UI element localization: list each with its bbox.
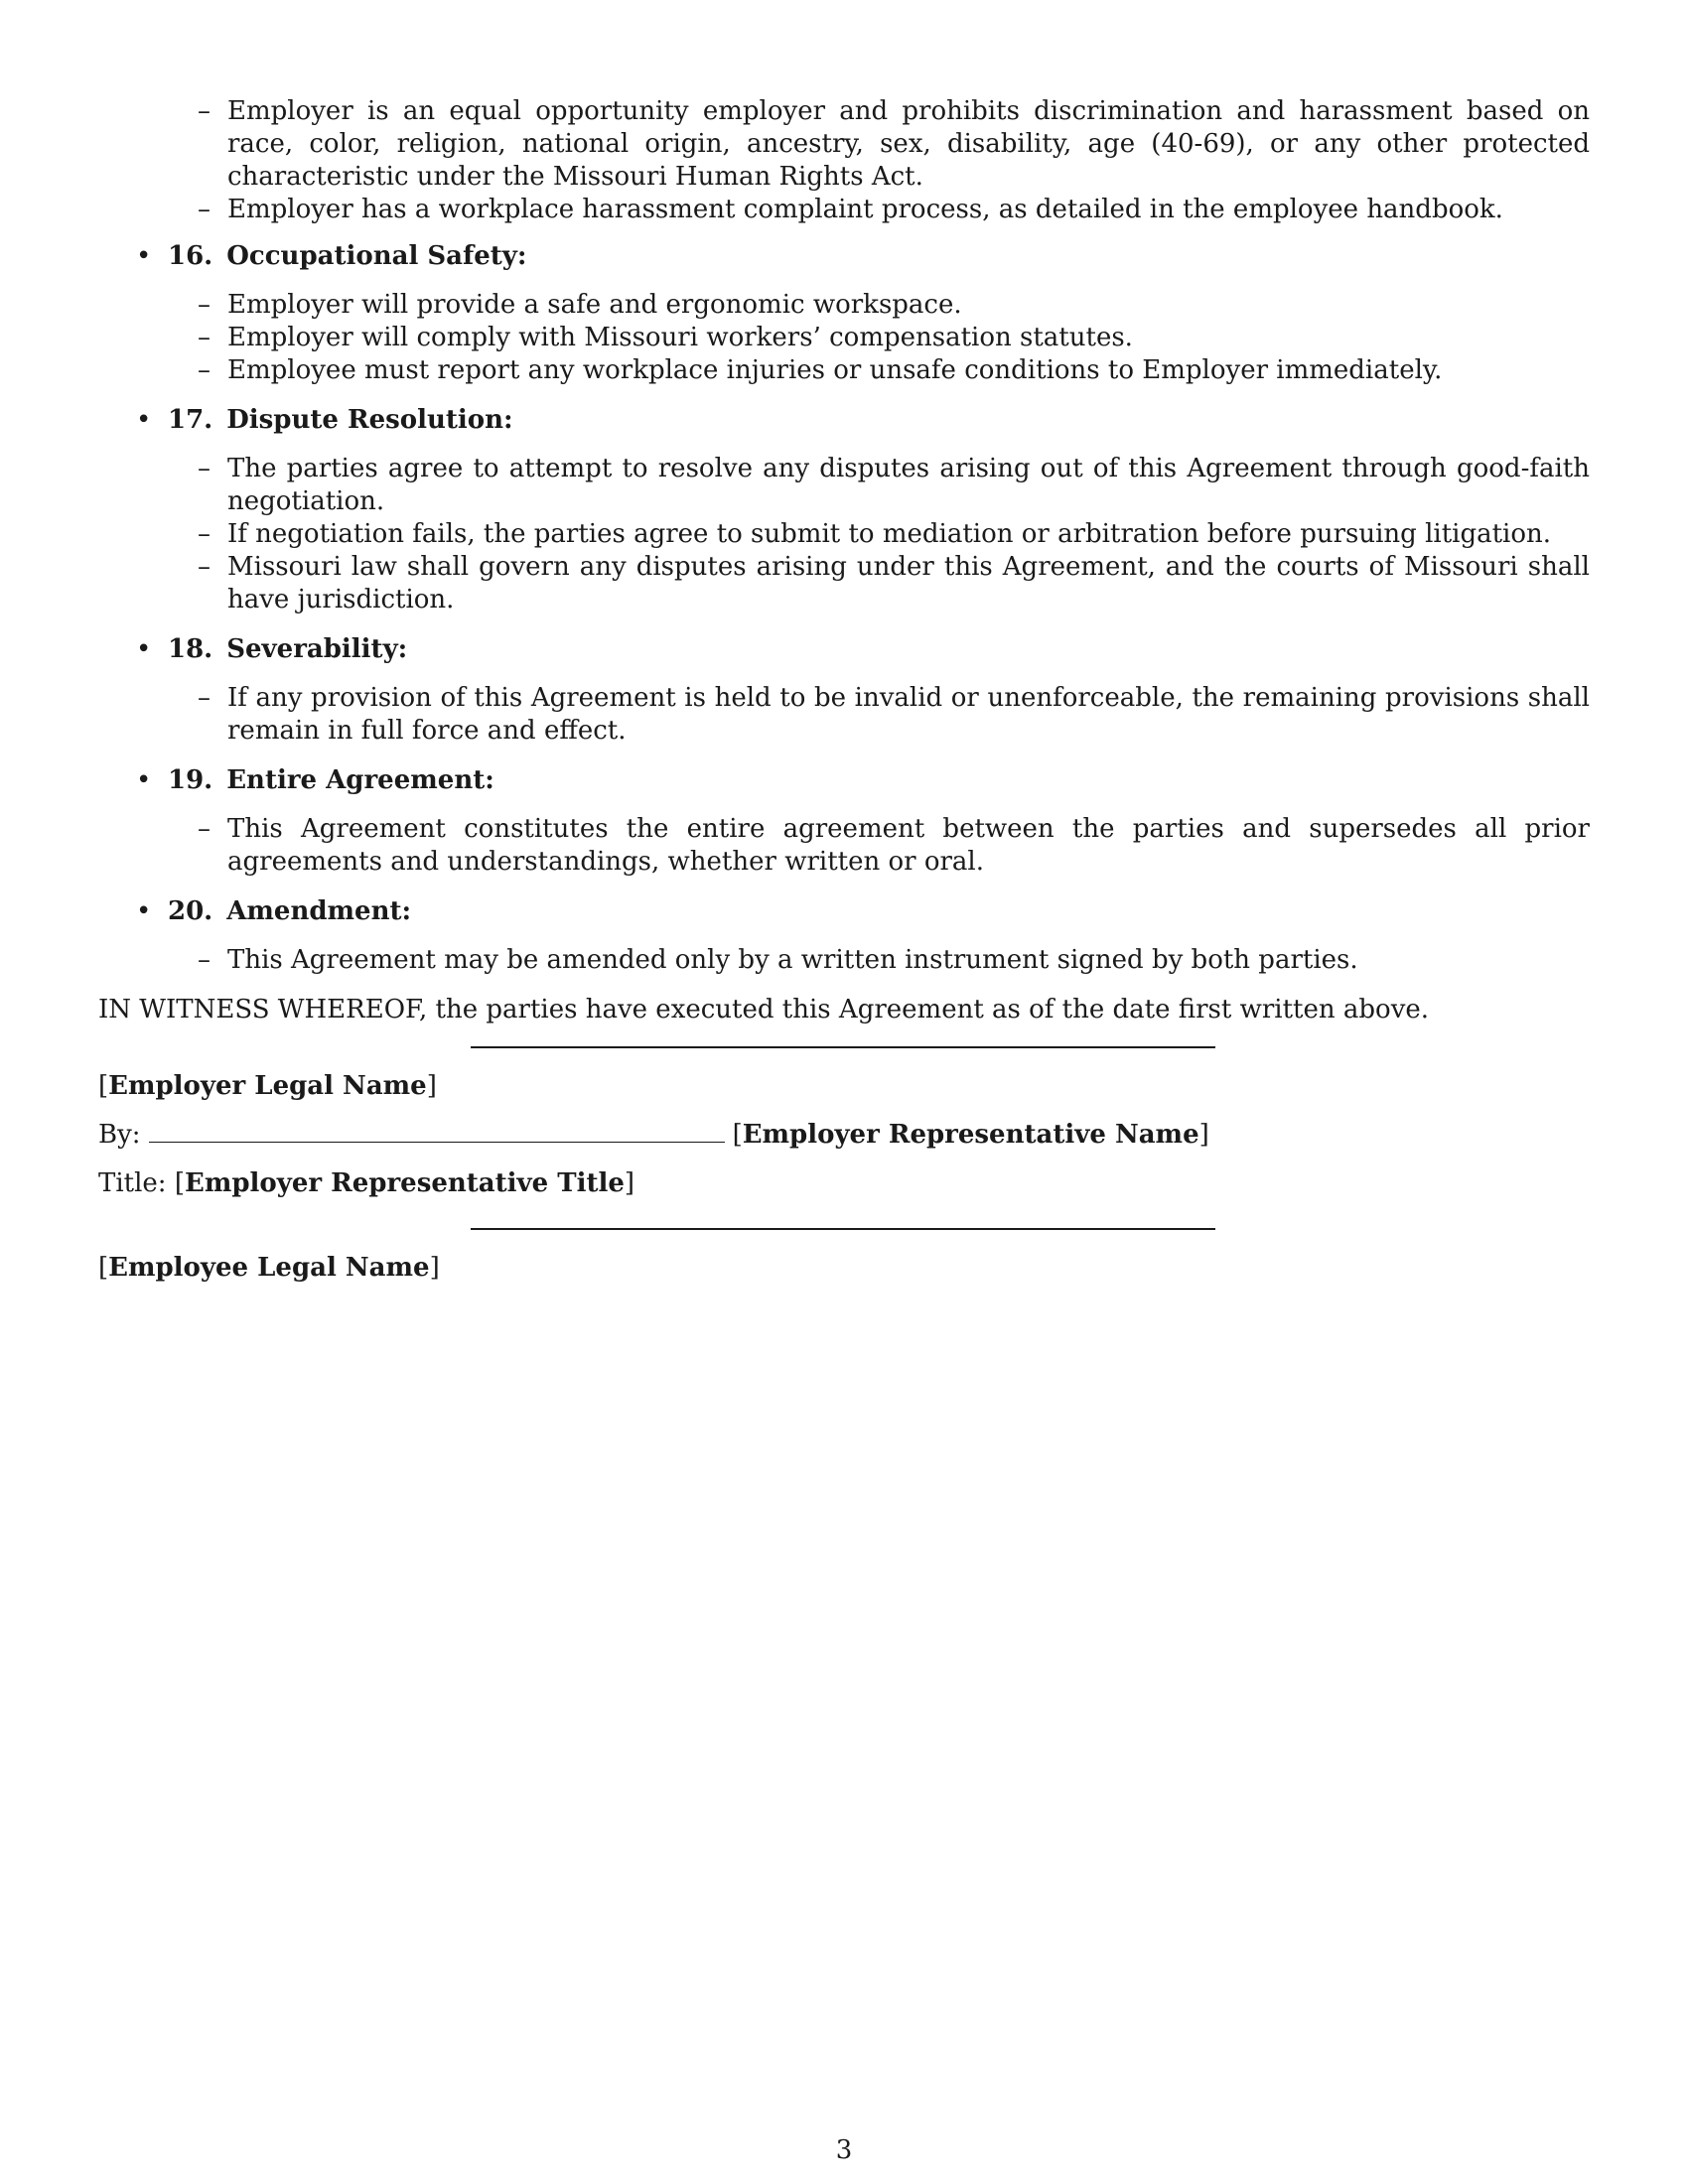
section-title: Severability:: [226, 634, 408, 664]
list-item: – This Agreement may be amended only by a written instrument signed by both parties.: [98, 944, 1590, 977]
employee-legal-name: [Employee Legal Name]: [98, 1253, 440, 1283]
section-amendment: [98, 895, 1590, 977]
section-items: [98, 682, 1590, 748]
employee-legal-name-text: Employee Legal Name: [108, 1253, 430, 1283]
list-item: – The parties agree to attempt to resolve any disputes arising out of this Agreement through good-faith negotiation.: [98, 453, 1590, 518]
section-heading: [98, 404, 1590, 437]
by-label: By:: [98, 1120, 141, 1150]
section-number: 18.: [168, 634, 213, 664]
list-item: – Employer is an equal opportunity employer and prohibits discrimination and harassment based on race, color, religion, national origin, ancestry, sex, disability, age (40-69), or any other protected characteristic under the Missouri Human Rights Act.: [98, 95, 1590, 194]
section-title: Occupational Safety:: [226, 241, 527, 271]
section-number: 19.: [168, 765, 213, 795]
section-items: [98, 289, 1590, 387]
title-label: Title:: [98, 1168, 167, 1198]
section-dispute-resolution: [98, 404, 1590, 616]
section-occupational-safety: [98, 240, 1590, 387]
list-item: – Employer will provide a safe and ergonomic workspace.: [98, 289, 1590, 322]
sections-list: [98, 240, 1590, 977]
section-number: 20.: [168, 896, 213, 926]
employer-by-line: By: [Employer Representative Name]: [98, 1120, 1209, 1150]
employer-title-line: Title: [Employer Representative Title]: [98, 1168, 635, 1198]
section-severability: [98, 633, 1590, 748]
section-number: 17.: [168, 405, 213, 435]
section-title: Dispute Resolution:: [226, 405, 513, 435]
document-page: [98, 95, 1590, 1285]
list-item: – Missouri law shall govern any disputes arising under this Agreement, and the courts of Missouri shall have jurisdiction.: [98, 551, 1590, 616]
list-item: – This Agreement constitutes the entire agreement between the parties and supersedes all prior agreements and understandings, whether written or oral.: [98, 813, 1590, 879]
section-heading: [98, 633, 1590, 666]
employer-signature-line[interactable]: [471, 1046, 1215, 1048]
employer-legal-name: [Employer Legal Name]: [98, 1071, 437, 1101]
continuation-list: [98, 95, 1590, 226]
section-items: [98, 453, 1590, 616]
section-heading: [98, 240, 1590, 273]
witness-clause: IN WITNESS WHEREOF, the parties have executed this Agreement as of the date first written above.: [98, 995, 1430, 1024]
employer-representative-title: Employer Representative Title: [185, 1168, 625, 1198]
list-item: – If any provision of this Agreement is held to be invalid or unenforceable, the remaining provisions shall remain in full force and effect.: [98, 682, 1590, 748]
employee-signature-line[interactable]: [471, 1228, 1215, 1230]
page-number: 3: [835, 2135, 853, 2165]
section-number: 16.: [168, 241, 213, 271]
list-item: – If negotiation fails, the parties agree to submit to mediation or arbitration before pursuing litigation.: [98, 518, 1590, 551]
employer-legal-name-text: Employer Legal Name: [108, 1071, 427, 1101]
section-items: [98, 944, 1590, 977]
section-heading: [98, 895, 1590, 928]
section-entire-agreement: [98, 764, 1590, 879]
section-title: Amendment:: [226, 896, 412, 926]
list-item: – Employer has a workplace harassment complaint process, as detailed in the employee handbook.: [98, 194, 1590, 226]
list-item: – Employee must report any workplace injuries or unsafe conditions to Employer immediately.: [98, 354, 1590, 387]
employer-representative-name: Employer Representative Name: [742, 1120, 1199, 1150]
section-title: Entire Agreement:: [226, 765, 494, 795]
list-item: – Employer will comply with Missouri workers’ compensation statutes.: [98, 322, 1590, 354]
section-heading: [98, 764, 1590, 797]
by-signature-blank[interactable]: [149, 1120, 725, 1143]
section-items: [98, 813, 1590, 879]
